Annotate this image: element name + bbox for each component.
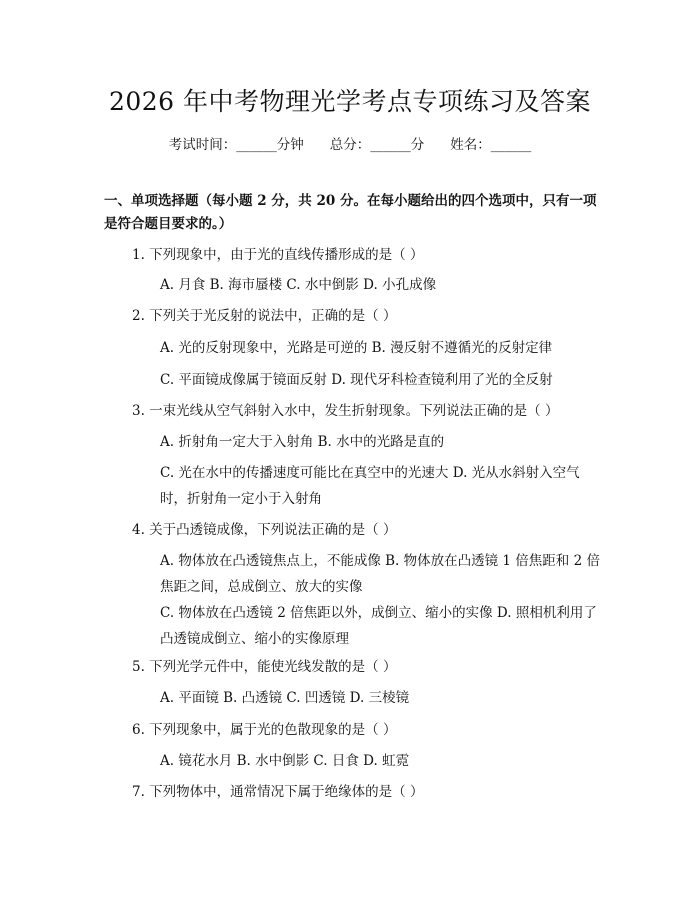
section-heading: 一、单项选择题（每小题 2 分，共 20 分。在每小题给出的四个选项中，只有一项是符合题目要求的。） <box>104 193 597 232</box>
option-text: C. 物体放在凸透镜 2 倍焦距以外，成倒立、缩小的实像 D. 照相机利用了凸透镜成倒立、缩小的实像原理 <box>160 605 597 647</box>
question-options <box>104 460 604 512</box>
question-options: A. 平面镜 B. 凸透镜 C. 凹透镜 D. 三棱镜 <box>160 690 410 706</box>
question-options: A. 光的反射现象中，光路是可逆的 B. 漫反射不遵循光的反射定律 <box>160 340 553 356</box>
question-stem: 1. 下列现象中，由于光的直线传播形成的是（ ） <box>132 247 424 263</box>
question-stem: 4. 关于凸透镜成像，下列说法正确的是（ ） <box>132 522 397 538</box>
name-label: 姓名：______ <box>450 137 532 153</box>
question-stem: 5. 下列光学元件中，能使光线发散的是（ ） <box>132 659 397 675</box>
question-stem: 2. 下列关于光反射的说法中，正确的是（ ） <box>132 308 397 324</box>
page-title: 2026 年中考物理光学考点专项练习及答案 <box>108 87 592 116</box>
exam-time-label: 考试时间：______分钟 <box>168 137 304 153</box>
question-options <box>104 600 604 652</box>
question-options: C. 平面镜成像属于镜面反射 D. 现代牙科检查镜利用了光的全反射 <box>160 372 553 388</box>
question-stem: 3. 一束光线从空气斜射入水中，发生折射现象。下列说法正确的是（ ） <box>132 403 559 419</box>
option-text: C. 光在水中的传播速度可能比在真空中的光速大 D. 光从水斜射入空气时，折射角一定小于入射角 <box>160 465 580 507</box>
question-options: A. 月食 B. 海市蜃楼 C. 水中倒影 D. 小孔成像 <box>160 277 437 293</box>
total-score-label: 总分：______分 <box>329 137 425 153</box>
question-stem: 6. 下列现象中，属于光的色散现象的是（ ） <box>132 722 397 738</box>
exam-meta <box>0 133 700 153</box>
question-options: A. 折射角一定大于入射角 B. 水中的光路是直的 <box>160 434 445 450</box>
question-options <box>104 548 604 600</box>
question-options: A. 镜花水月 B. 水中倒影 C. 日食 D. 虹霓 <box>160 753 410 769</box>
question-stem: 7. 下列物体中，通常情况下属于绝缘体的是（ ） <box>132 784 424 800</box>
option-text: A. 物体放在凸透镜焦点上，不能成像 B. 物体放在凸透镜 1 倍焦距和 2 倍焦距之间，总成倒立、放大的实像 <box>160 553 600 595</box>
